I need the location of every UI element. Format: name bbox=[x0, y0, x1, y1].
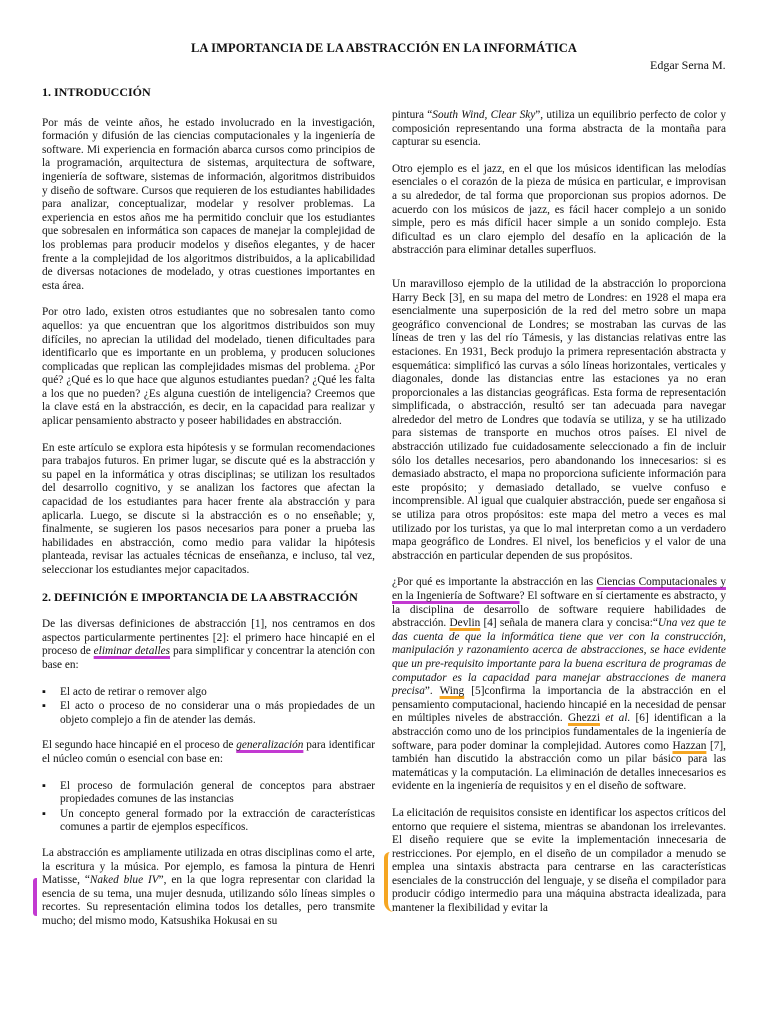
margin-mark-orange bbox=[384, 852, 398, 912]
list-item: ▪ El proceso de formulación general de conceptos para abstraer propiedades comunes de las instancias bbox=[60, 780, 375, 807]
bullet-list bbox=[42, 686, 375, 728]
paragraph: Por otro lado, existen otros estudiantes que no sobresalen tanto como aquellos: ya que encuentran que los algoritmos distribuidos son muy difíciles, no aprecian la utilidad del modelado, tienen dificultades para identificarlo que es importante en un problema, y producen soluciones complicadas que replican las complejidades mismas del problema. ¿Por qué? ¿Qué es lo que hace que algunos estudiantes puedan? ¿Qué les falta a los que no pueden? ¿Es alguna cuestión de inteligencia? Creemos que la clave está en la abstracción, es decir, en la capacidad para realizar y aplicar pensamiento abstracto y poseer habilidades en abstracción. bbox=[42, 306, 375, 428]
highlighted-name: Wing bbox=[439, 685, 465, 698]
paragraph: La elicitación de requisitos consiste en identificar los aspectos críticos del entorno que requiere el sistema, mientras se abandonan los irrelevantes. El diseño requiere que se evite la implementación innecesaria de restricciones. Por ejemplo, en el diseño de un compilador a menudo se emplea una sintaxis abstracta para centrarse en las características esenciales de la construcción del lenguaje, y se diseña el compilador para producir código intermedio para una máquina abstracta idealizada, para mantener la flexibilidad y evitar la bbox=[392, 806, 726, 915]
bullet-list bbox=[42, 780, 375, 835]
highlighted-name: Hazzan bbox=[672, 739, 707, 752]
highlighted-phrase: eliminar detalles bbox=[93, 645, 171, 658]
paragraph: En este artículo se explora esta hipótesis y se formulan recomendaciones para trabajos futuros. En primer lugar, se discute qué es la abstracción y su papel en la informática y otras disciplinas; se utilizan los resultados del desarrollo cognitivo, y se analizan los factores que afectan la capacidad de los estudiantes para hacer frente ala abstracción y para aplicarla. Luego, se discute si la abstracción es o no enseñable; y, finalmente, se sugieren los pasos necesarios para poner a prueba las habilidades en abstracción, como medio para validar la hipótesis planteada, revisar las actuales técnicas de enseñanza, e incluso, tal vez, seleccionar los estudiantes mejor capacitados. bbox=[42, 441, 375, 576]
margin-mark-purple bbox=[33, 878, 41, 916]
paragraph: El segundo hace hincapié en el proceso de generalización para identificar el núcleo común o esencial con base en: bbox=[42, 739, 375, 765]
section-heading-definicion: 2. DEFINICIÓN E IMPORTANCIA DE LA ABSTRACCIÓN bbox=[42, 589, 358, 604]
author-name: Edgar Serna M. bbox=[650, 58, 726, 72]
paragraph: La abstracción es ampliamente utilizada en otras disciplinas como el arte, la escritura y la música. Por ejemplo, es famosa la pintura de Henri Matisse, “Naked blue IV”, en la que logra representar con claridad la esencia de su tema, una mujer desnuda, utilizando sólo líneas simples o recortes. Su representación elimina todos los detalles, pero transmite mucho; del mismo modo, Katsushika Hokusai en su bbox=[42, 846, 375, 927]
highlighted-name: Devlin bbox=[449, 617, 481, 630]
left-column bbox=[42, 86, 375, 941]
paragraph: ¿Por qué es importante la abstracción en las Ciencias Computacionales y en la Ingeniería de Software? El software en sí ciertamente es abstracto, y la disciplina de desarrollo de software requiere habilidades de abstracción. Devlin [4] señala de manera clara y concisa:“Una vez que te das cuenta de que la informática tiene que ver con la construcción, manipulación y razonamiento acerca de abstracciones, se hace evidente que un pre-requisito importante para la buena escritura de programas de computador es la capacidad para manejar abstracciones de manera precisa”. Wing [5]confirma la importancia de la abstracción en el pensamiento computacional, haciendo hincapié en la necesidad de pensar en múltiples niveles de abstracción. Ghezzi et al. [6] identifican a la abstracción como uno de los principios fundamentales de la ingeniería de software, para poder dominar la complejidad. Autores como Hazzan [7], también han discutido la abstracción como un pilar básico para las matemáticas y la computación. La eliminación de detalles innecesarios es evidente en la ingeniería de requisitos y en el diseño de software. bbox=[392, 576, 726, 793]
highlighted-phrase: generalización bbox=[236, 739, 304, 752]
paragraph: pintura “South Wind, Clear Sky”, utiliza un equilibrio perfecto de color y composición representando una forma abstracta de la montaña para capturar su esencia. bbox=[392, 109, 726, 149]
paragraph: Por más de veinte años, he estado involucrado en la investigación, formación y difusión de las ciencias computacionales y la ingeniería de software. Mi experiencia en formación abarca cursos como principios de la programación, arquitectura de sistemas, arquitectura de software, ingeniería de software, sistemas de información, algoritmos distribuidos y diseño de software. Cursos que requieren de los estudiantes habilidades para analizar, conceptualizar, modelar y resolver problemas. La experiencia en estos años me ha permitido concluir que los estudiantes que sobresalen en informática son capaces de manejar la complejidad de los problemas para producir modelos y diseños elegantes, y de hacer frente a la complejidad de los algoritmos distribuidos, a la aplicabilidad de diversas notaciones de modelado, y otras cuestiones importantes en esta área. bbox=[42, 116, 375, 292]
highlighted-name: Ghezzi bbox=[567, 712, 600, 725]
document-title: LA IMPORTANCIA DE LA ABSTRACCIÓN EN LA INFORMÁTICA bbox=[191, 41, 577, 55]
paragraph: Un maravilloso ejemplo de la utilidad de la abstracción lo proporciona Harry Beck [3], en su mapa del metro de Londres: en 1928 el mapa era esencialmente una superposición de la red del metro sobre un mapa geográfico convencional de Londres; se mostraban las curvas de las líneas de tren y las del río Támesis, y las distancias relativas entre las estaciones. En 1931, Beck produjo la primera representación abstracta y esquemática: simplificó las curvas a sólo líneas horizontales, verticales y diagonales, donde las distancias entre las estaciones ya no eran proporcionales a las distancias geográficas. Esta forma de representación simplificada, o abstracción, resultó ser tan adecuada para navegar alrededor del metro de Londres que todavía se utiliza, y se ha utilizado para sistemas de transporte en muchos otros países. El nivel de abstracción utilizado fue cuidadosamente seleccionado a fin de incluir sólo los detalles necesarios, pero abandonando los innecesarios: si es demasiado abstracto, el mapa no proporciona suficiente información para este propósito; y demasiado detallado, se vuelve confuso e incomprensible. Al igual que cualquier abstracción, puede ser engañosa si se utiliza para otros propósitos: este mapa del metro a veces es mal utilizado por los turistas, ya que lo mal interpretan como a un verdadero mapa geográfico de Londres. El nivel, los beneficios y el valor de una abstracción en particular dependen de sus propósitos. bbox=[392, 277, 726, 562]
list-item: ▪ Un concepto general formado por la extracción de características comunes a partir de ejemplos específicos. bbox=[60, 808, 375, 835]
right-column bbox=[392, 109, 726, 929]
list-item: ▪ El acto o proceso de no considerar una o más propiedades de un objeto complejo a fin de atender las demás. bbox=[60, 700, 375, 727]
paragraph: De las diversas definiciones de abstracción [1], nos centramos en dos aspectos particularmente pertinentes [2]: el primero hace hincapié en el proceso de eliminar detalles para simplificar y concentrar la atención con base en: bbox=[42, 618, 375, 671]
paragraph: Otro ejemplo es el jazz, en el que los músicos identifican las melodías esenciales o el corazón de la pieza de música en particular, e improvisan a su alrededor, de tal forma que proporcionan sus propios adornos. De acuerdo con los músicos de jazz, es fácil hacer complejo a un sonido simple, pero es más difícil hacer simple a un sonido complejo. Esta dificultad es un claro ejemplo del desafío en la aplicación de la abstracción para eliminar detalles superfluos. bbox=[392, 162, 726, 257]
highlighted-phrase: Ciencias Computacionales y en la Ingeniería de Software bbox=[392, 576, 726, 602]
list-item: ▪ El acto de retirar o remover algo bbox=[60, 686, 375, 700]
section-heading-introduccion: 1. INTRODUCCIÓN bbox=[42, 85, 151, 99]
